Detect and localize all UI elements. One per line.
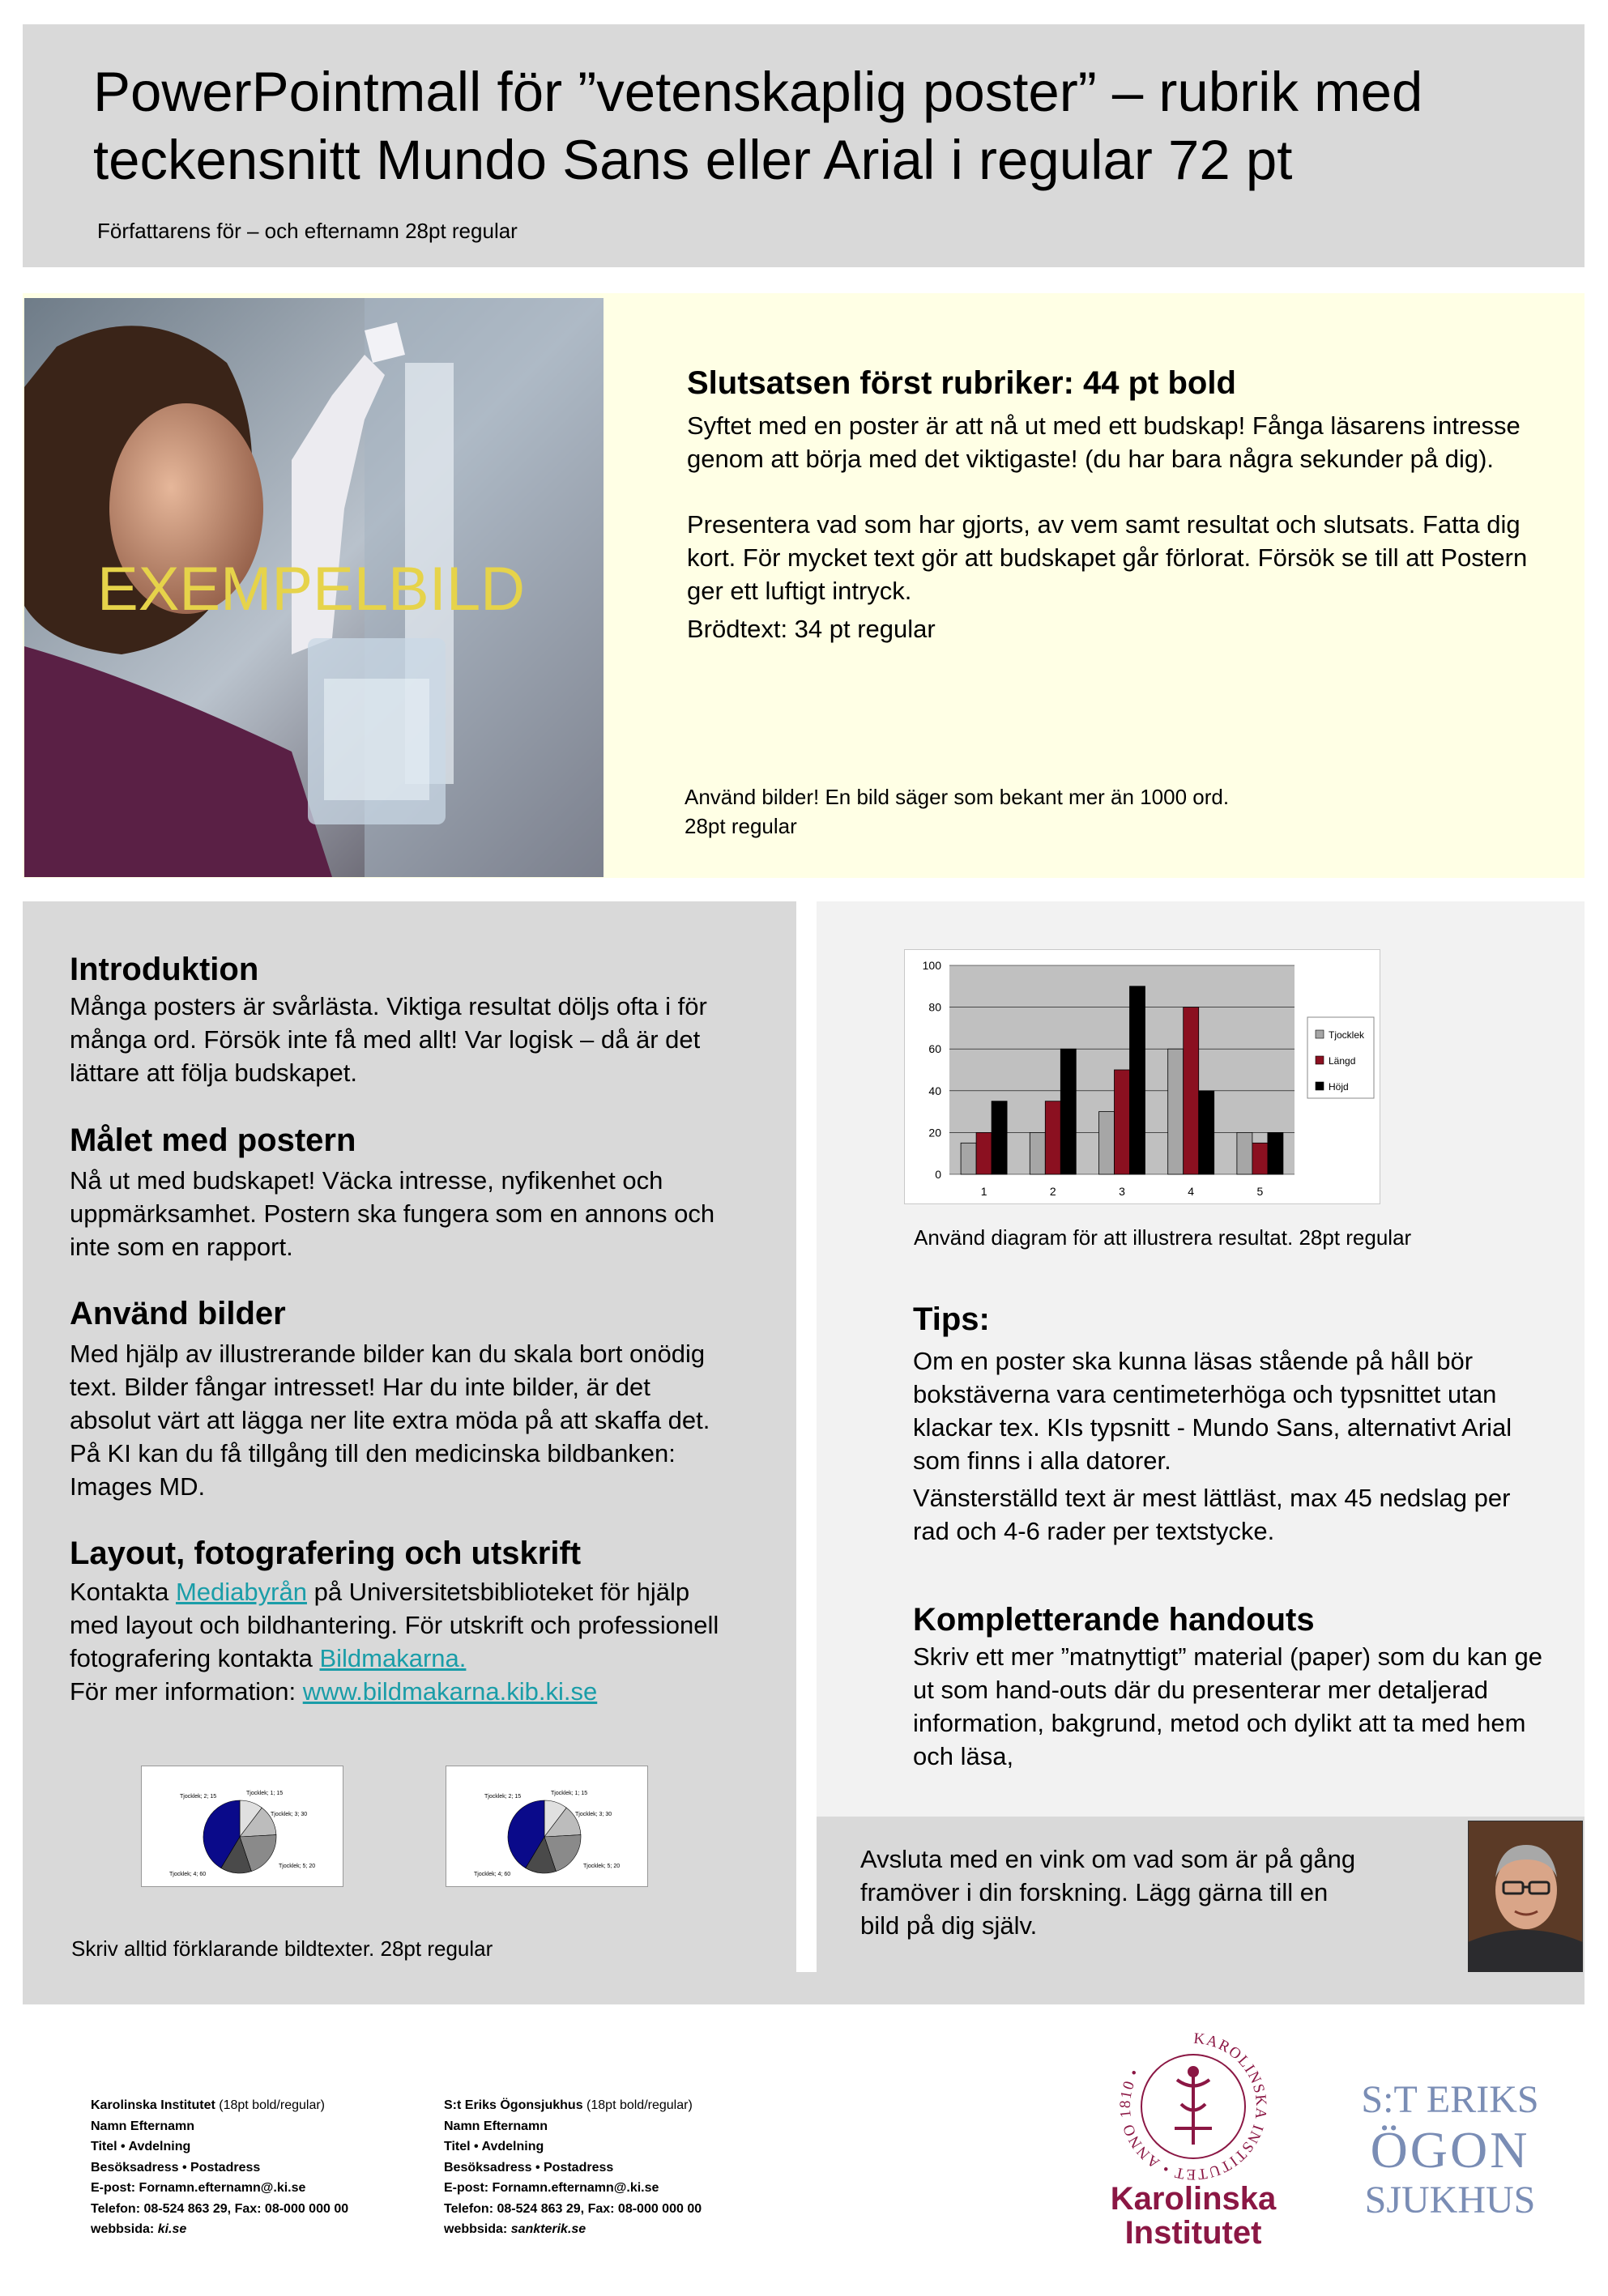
pie-label: Tjocklek; 5; 20 [583,1864,621,1869]
layout-heading: Layout, fotografering och utskrift [70,1536,582,1571]
footer-ki-address: Besöksadress • Postadress [91,2160,261,2175]
handouts-heading: Kompletterande handouts [913,1602,1315,1638]
tips-heading: Tips: [913,1301,990,1337]
pie-label: Tjocklek; 2; 15 [180,1794,217,1800]
footer-ki-email: E-post: Fornamn.efternamn@.ki.se [91,2181,306,2195]
footer-se-email: E-post: Fornamn.efternamn@.ki.se [444,2181,659,2195]
bar-längd-5 [1252,1143,1268,1174]
x-tick-label: 2 [1049,1185,1056,1198]
legend-swatch [1316,1082,1324,1090]
footer-se-org: S:t Eriks Ögonsjukhus [444,2098,583,2112]
pie-label: Tjocklek; 4; 60 [169,1872,207,1877]
poster-authors: Författarens för – och efternamn 28pt regular [97,219,518,243]
bar-höjd-2 [1060,1049,1076,1174]
pie-label: Tjocklek; 1; 15 [551,1791,588,1796]
bottom-band [23,1972,1585,2004]
layout-text-part1: Kontakta [70,1578,176,1606]
footer-ki-org: Karolinska Institutet [91,2098,215,2112]
bar-höjd-3 [1130,986,1145,1174]
footer-se-name: Namn Efternamn [444,2119,548,2133]
hero-heading: Slutsatsen först rubriker: 44 pt bold [687,365,1236,401]
pie-label: Tjocklek; 1; 15 [246,1791,284,1796]
karolinska-logo-line2: Institutet [1124,2215,1262,2251]
bar-höjd-4 [1199,1091,1214,1174]
bar-längd-2 [1045,1101,1060,1174]
legend-swatch [1316,1056,1324,1064]
footer-se-title: Titel • Avdelning [444,2140,544,2153]
footer-ki-contact [91,2095,348,2240]
bildmakarna-website-link[interactable]: www.bildmakarna.kib.ki.se [302,1677,598,1706]
karolinska-logo-line1: Karolinska [1110,2181,1277,2217]
example-photo-label: EXEMPELBILD [97,555,525,624]
example-photo [24,298,604,877]
poster-title [93,58,1567,194]
images-text: Med hjälp av illustrerande bilder kan du skala bort onödig text. Bilder fångar intresset! Har du inte bilder, är det absolut värt att lägga ner lite extra möda på att skaffa det. På KI kan du få tillgång till den medicinska bildbanken: Images MD. [70,1340,710,1501]
bar-chart [904,949,1380,1204]
y-tick-label: 60 [928,1042,941,1056]
footer-ki-web[interactable]: ki.se [157,2222,187,2236]
st-eriks-logo-line1: S:T ERIKS [1361,2078,1539,2121]
handouts-section [913,1600,1545,1773]
pie-label: Tjocklek; 3; 30 [575,1812,612,1817]
footer-ki-web-label: webbsida: [91,2222,158,2236]
footer-se-phone: Telefon: 08-524 863 29, Fax: 08-000 000 00 [444,2201,702,2216]
right-column [913,1299,1545,1548]
bar-längd-4 [1184,1007,1199,1174]
intro-heading: Introduktion [70,952,259,987]
footer-ki-phone: Telefon: 08-524 863 29, Fax: 08-000 000 00 [91,2201,349,2216]
goal-heading: Målet med postern [70,1122,356,1158]
bar-tjocklek-4 [1168,1049,1184,1174]
footer-ki-name: Namn Efternamn [91,2119,195,2133]
author-photo [1468,1821,1583,1974]
goal-text: Nå ut med budskapet! Väcka intresse, nyfikenhet och uppmärksamhet. Postern ska fungera som en annons och inte som en rapport. [70,1166,715,1261]
bar-längd-3 [1115,1070,1130,1174]
hero-para-2: Presentera vad som har gjorts, av vem samt resultat och slutsats. Fatta dig kort. För mycket text gör att budskapet går förlorat. Försök se till att Postern ger ett luftigt intryck. [687,510,1528,605]
bildmakarna-link[interactable]: Bildmakarna. [319,1644,467,1672]
st-eriks-logo-line3: SJUKHUS [1364,2179,1536,2221]
karolinska-logo-ring: KAROLINSKA INSTITUTET • ANNO 1810 • [1116,2030,1270,2183]
hero-body [687,409,1562,645]
chart-caption: Använd diagram för att illustrera resultat. 28pt regular [914,1225,1412,1250]
footer-ki-title: Titel • Avdelning [91,2140,191,2153]
x-tick-label: 4 [1188,1185,1195,1198]
pie-label: Tjocklek; 4; 60 [474,1872,511,1877]
bar-tjocklek-5 [1237,1132,1252,1174]
st-eriks-logo-line2: ÖGON [1370,2121,1530,2179]
hero-para-1: Syftet med en poster är att nå ut med ett budskap! Fånga läsarens intresse genom att börja med det viktigaste! (du har bara några sekunder på dig). [687,411,1521,473]
y-tick-label: 80 [928,1000,941,1014]
x-tick-label: 5 [1256,1185,1264,1198]
y-tick-label: 40 [928,1084,941,1097]
y-tick-label: 100 [922,959,941,972]
handouts-text: Skriv ett mer ”matnyttigt” material (paper) som du kan ge ut som hand-outs där du presenterar mer detaljerad information, bakgrund, metod och dylikt att ta med hem och läsa, [913,1642,1542,1770]
layout-text-part2: på Universitetsbiblioteket för hjälp med layout och bildhantering. För utskrift och professionell fotografering kontakta [70,1578,719,1672]
bar-höjd-1 [992,1101,1007,1174]
poster-title-line1: PowerPointmall för ”vetenskaplig poster” – rubrik med [93,61,1423,123]
legend-label: Höjd [1329,1081,1349,1093]
left-caption: Skriv alltid förklarande bildtexter. 28pt regular [71,1936,493,1961]
footer-se-web-label: webbsida: [444,2222,511,2236]
bar-höjd-5 [1268,1132,1283,1174]
pie-label: Tjocklek; 5; 20 [279,1864,316,1869]
tips-text-1: Om en poster ska kunna läsas stående på håll bör bokstäverna vara centimeterhöga och typsnittet utan klackar tex. KIs typsnitt - Mundo Sans, alternativt Arial som finns i alla datorer. [913,1347,1512,1475]
images-heading: Använd bilder [70,1296,286,1331]
bar-längd-1 [976,1132,992,1174]
footer-ki-org-note: (18pt bold/regular) [215,2098,325,2112]
closing-text: Avsluta med en vink om vad som är på gång framöver i din forskning. Lägg gärna till en bild på dig själv. [860,1845,1356,1940]
tips-text-2: Vänsterställd text är mest lättläst, max 45 nedslag per rad och 4-6 rader per textstycke. [913,1484,1511,1545]
legend-label: Tjocklek [1329,1029,1365,1041]
left-column [70,949,734,1708]
bar-tjocklek-1 [961,1143,976,1174]
hero-caption: Använd bilder! En bild säger som bekant mer än 1000 ord. 28pt regular [685,785,1230,838]
poster-title-line2: teckensnitt Mundo Sans eller Arial i regular 72 pt [93,129,1293,191]
legend-swatch [1316,1030,1324,1038]
footer-se-contact [444,2095,702,2240]
hero-para-3: Brödtext: 34 pt regular [687,615,936,643]
legend-label: Längd [1329,1055,1356,1067]
pie-label: Tjocklek; 3; 30 [271,1812,308,1817]
st-eriks-logo [1345,2077,1555,2223]
y-tick-label: 0 [935,1168,941,1181]
pie-chart-thumbnail-2 [446,1766,648,1887]
footer-se-org-note: (18pt bold/regular) [582,2098,693,2112]
footer-se-address: Besöksadress • Postadress [444,2160,614,2175]
bar-tjocklek-3 [1099,1112,1115,1174]
pie-label: Tjocklek; 2; 15 [484,1794,522,1800]
intro-text: Många posters är svårlästa. Viktiga resultat döljs ofta i för många ord. Försök inte få med allt! Var logisk – då är det lättare att följa budskapet. [70,992,707,1087]
layout-text-part3: För mer information: [70,1677,303,1706]
y-tick-label: 20 [928,1126,941,1139]
layout-text [70,1575,734,1708]
bar-tjocklek-2 [1030,1132,1045,1174]
x-tick-label: 1 [980,1185,987,1198]
pie-chart-thumbnail-1 [141,1766,343,1887]
karolinska-logo [1100,2023,1286,2258]
mediabyran-link[interactable]: Mediabyrån [175,1578,307,1606]
footer-se-web[interactable]: sankterik.se [510,2222,586,2236]
x-tick-label: 3 [1119,1185,1125,1198]
